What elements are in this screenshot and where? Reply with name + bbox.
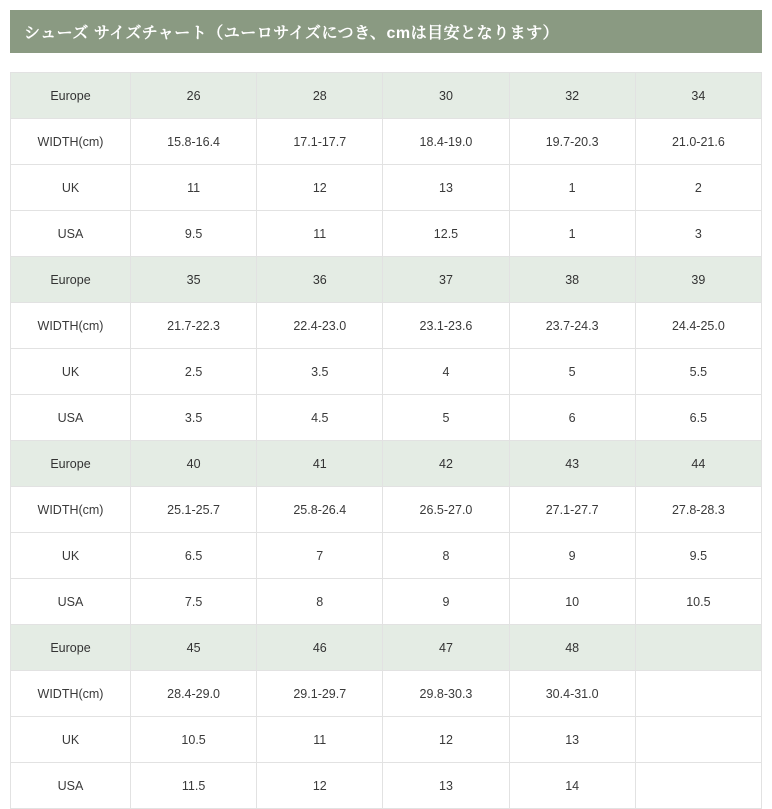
table-cell: 21.7-22.3 [131,303,257,349]
table-cell: 2 [635,165,761,211]
table-row [11,579,762,625]
table-cell: 19.7-20.3 [509,119,635,165]
table-cell: 37 [383,257,509,303]
table-row [11,73,762,119]
table-cell: 10 [509,579,635,625]
table-cell: 44 [635,441,761,487]
page-title: シューズ サイズチャート（ユーロサイズにつき、cmは目安となります） [10,10,762,53]
table-cell: 13 [383,763,509,809]
table-cell: 23.7-24.3 [509,303,635,349]
row-label-cell: USA [11,763,131,809]
table-cell: 12.5 [383,211,509,257]
table-cell: 13 [383,165,509,211]
table-cell: 10.5 [635,579,761,625]
table-cell [635,671,761,717]
table-cell: 7 [257,533,383,579]
table-cell: 12 [257,165,383,211]
table-cell: 6.5 [131,533,257,579]
table-cell: 43 [509,441,635,487]
table-cell: 29.8-30.3 [383,671,509,717]
row-label-cell: UK [11,717,131,763]
table-cell: 9 [383,579,509,625]
table-row [11,763,762,809]
table-row [11,625,762,671]
table-cell: 11 [257,717,383,763]
table-cell: 5 [509,349,635,395]
table-cell [635,763,761,809]
table-cell: 6.5 [635,395,761,441]
table-cell: 1 [509,165,635,211]
table-cell: 36 [257,257,383,303]
table-cell: 27.8-28.3 [635,487,761,533]
table-cell: 23.1-23.6 [383,303,509,349]
table-cell: 2.5 [131,349,257,395]
table-cell: 30 [383,73,509,119]
row-label-cell: Europe [11,73,131,119]
table-cell: 18.4-19.0 [383,119,509,165]
table-cell: 24.4-25.0 [635,303,761,349]
table-cell: 10.5 [131,717,257,763]
row-label-cell: USA [11,211,131,257]
table-row [11,165,762,211]
table-cell: 9.5 [635,533,761,579]
table-row [11,441,762,487]
table-cell: 22.4-23.0 [257,303,383,349]
table-row [11,533,762,579]
table-cell: 1 [509,211,635,257]
table-cell [635,625,761,671]
table-cell: 8 [383,533,509,579]
table-cell: 11 [131,165,257,211]
table-cell: 9.5 [131,211,257,257]
table-cell: 39 [635,257,761,303]
table-cell: 3.5 [257,349,383,395]
table-cell: 21.0-21.6 [635,119,761,165]
table-cell: 46 [257,625,383,671]
table-cell: 42 [383,441,509,487]
table-cell: 41 [257,441,383,487]
row-label-cell: WIDTH(cm) [11,487,131,533]
table-cell: 29.1-29.7 [257,671,383,717]
table-cell: 3.5 [131,395,257,441]
row-label-cell: WIDTH(cm) [11,671,131,717]
table-cell: 11.5 [131,763,257,809]
table-cell: 48 [509,625,635,671]
table-row [11,717,762,763]
table-cell: 32 [509,73,635,119]
table-cell: 5 [383,395,509,441]
table-cell: 47 [383,625,509,671]
table-cell: 17.1-17.7 [257,119,383,165]
table-cell: 35 [131,257,257,303]
table-cell: 13 [509,717,635,763]
row-label-cell: UK [11,349,131,395]
table-row [11,257,762,303]
table-cell: 12 [383,717,509,763]
table-cell: 3 [635,211,761,257]
table-cell: 8 [257,579,383,625]
table-row [11,119,762,165]
table-row [11,487,762,533]
row-label-cell: USA [11,395,131,441]
table-cell: 15.8-16.4 [131,119,257,165]
table-cell: 26 [131,73,257,119]
row-label-cell: Europe [11,257,131,303]
table-cell: 14 [509,763,635,809]
row-label-cell: UK [11,165,131,211]
table-cell: 28.4-29.0 [131,671,257,717]
table-cell: 30.4-31.0 [509,671,635,717]
table-row [11,349,762,395]
table-cell: 27.1-27.7 [509,487,635,533]
size-table-body [11,73,762,809]
table-cell: 34 [635,73,761,119]
table-cell: 38 [509,257,635,303]
table-cell: 9 [509,533,635,579]
row-label-cell: WIDTH(cm) [11,119,131,165]
row-label-cell: Europe [11,625,131,671]
table-cell: 28 [257,73,383,119]
table-cell: 12 [257,763,383,809]
table-cell: 40 [131,441,257,487]
table-row [11,395,762,441]
table-cell: 4 [383,349,509,395]
table-cell: 7.5 [131,579,257,625]
table-row [11,671,762,717]
row-label-cell: USA [11,579,131,625]
table-cell: 26.5-27.0 [383,487,509,533]
shoe-size-table [10,72,762,809]
table-row [11,211,762,257]
row-label-cell: UK [11,533,131,579]
row-label-cell: WIDTH(cm) [11,303,131,349]
table-cell: 25.8-26.4 [257,487,383,533]
table-cell: 5.5 [635,349,761,395]
row-label-cell: Europe [11,441,131,487]
table-cell: 45 [131,625,257,671]
table-cell: 11 [257,211,383,257]
table-row [11,303,762,349]
table-cell: 6 [509,395,635,441]
table-cell: 25.1-25.7 [131,487,257,533]
table-cell [635,717,761,763]
table-cell: 4.5 [257,395,383,441]
